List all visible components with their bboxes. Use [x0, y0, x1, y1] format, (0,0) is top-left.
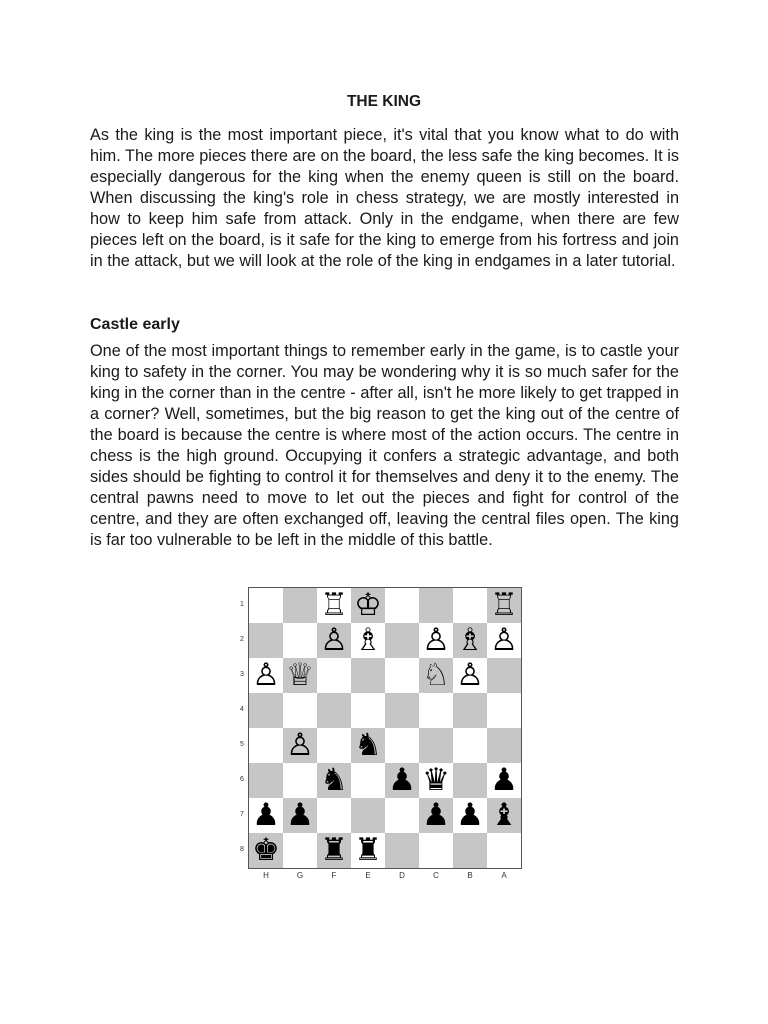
board-square — [351, 658, 385, 693]
board-square — [419, 833, 453, 868]
chess-piece-icon: ♘ — [422, 657, 450, 693]
board-square — [283, 588, 317, 623]
board-square — [249, 728, 283, 763]
board-square — [317, 833, 351, 868]
board-square — [487, 798, 521, 833]
board-square — [249, 833, 283, 868]
board-square — [487, 693, 521, 728]
chess-piece-icon: ♗ — [354, 622, 382, 658]
document-title: THE KING — [346, 93, 422, 110]
chess-board — [248, 587, 522, 869]
board-square — [419, 693, 453, 728]
chess-piece-icon: ♞ — [320, 762, 348, 798]
board-square — [317, 728, 351, 763]
board-square — [283, 623, 317, 658]
board-square — [419, 763, 453, 798]
board-square — [487, 763, 521, 798]
rank-label: 2 — [240, 636, 244, 643]
board-square — [283, 763, 317, 798]
board-square — [453, 728, 487, 763]
board-square — [249, 588, 283, 623]
board-square — [283, 693, 317, 728]
chess-piece-icon: ♙ — [422, 622, 450, 658]
chess-piece-icon: ♙ — [252, 657, 280, 693]
board-square — [283, 728, 317, 763]
chess-piece-icon: ♕ — [286, 657, 314, 693]
board-square — [385, 693, 419, 728]
board-square — [351, 588, 385, 623]
board-square — [419, 623, 453, 658]
board-square — [317, 693, 351, 728]
rank-label: 3 — [240, 671, 244, 678]
board-square — [283, 658, 317, 693]
board-square — [351, 833, 385, 868]
chess-piece-icon: ♙ — [320, 622, 348, 658]
board-square — [249, 623, 283, 658]
board-square — [453, 833, 487, 868]
board-square — [419, 658, 453, 693]
board-square — [453, 693, 487, 728]
board-square — [385, 763, 419, 798]
board-square — [351, 798, 385, 833]
board-square — [453, 623, 487, 658]
chess-piece-icon: ♞ — [354, 727, 382, 763]
chess-piece-icon: ♗ — [456, 622, 484, 658]
board-square — [487, 728, 521, 763]
chess-piece-icon: ♟ — [490, 762, 518, 798]
rank-label: 8 — [240, 846, 244, 853]
chess-piece-icon: ♙ — [286, 727, 314, 763]
board-square — [283, 833, 317, 868]
chess-piece-icon: ♟ — [388, 762, 416, 798]
rank-label: 5 — [240, 741, 244, 748]
chess-piece-icon: ♙ — [456, 657, 484, 693]
chess-piece-icon: ♜ — [320, 832, 348, 868]
chess-piece-icon: ♟ — [456, 797, 484, 833]
board-square — [419, 798, 453, 833]
chess-piece-icon: ♜ — [354, 832, 382, 868]
board-square — [317, 658, 351, 693]
chess-piece-icon: ♟ — [286, 797, 314, 833]
chess-piece-icon: ♖ — [320, 587, 348, 623]
board-square — [453, 588, 487, 623]
chess-piece-icon: ♖ — [490, 587, 518, 623]
board-square — [453, 658, 487, 693]
file-label: F — [331, 871, 337, 880]
board-square — [385, 588, 419, 623]
chess-piece-icon: ♟ — [252, 797, 280, 833]
board-square — [385, 658, 419, 693]
board-square — [487, 833, 521, 868]
rank-label: 4 — [240, 706, 244, 713]
board-square — [385, 623, 419, 658]
chess-piece-icon: ♝ — [490, 797, 518, 833]
chess-piece-icon: ♚ — [252, 832, 280, 868]
chess-piece-icon: ♛ — [422, 762, 450, 798]
file-label: C — [433, 871, 439, 880]
rank-label: 1 — [240, 601, 244, 608]
board-square — [385, 833, 419, 868]
board-square — [351, 623, 385, 658]
board-square — [249, 658, 283, 693]
section-paragraph: One of the most important things to remember early in the game, is to castle your king to safety in the corner. You may be wondering why it is so much safer for the king in the corner than in the centre - after all, isn't he more likely to get trapped in a corner? Well, sometimes, but the big reason to get the king out of the centre of the board is because the centre is where most of the action occurs. The centre in chess is the high ground. Occupying it confers a strategic advantage, and both sides should be fighting to control it for themselves and deny it to the enemy. The central pawns need to move to let out the pieces and fight for control of the centre, and they are often exchanged off, leaving the central files open. The king is far too vulnerable to be left in the middle of this battle. — [90, 342, 679, 549]
board-square — [317, 623, 351, 658]
file-label: H — [263, 871, 269, 880]
board-square — [453, 798, 487, 833]
section-heading: Castle early — [90, 316, 180, 333]
rank-label: 7 — [240, 811, 244, 818]
board-square — [487, 658, 521, 693]
board-square — [419, 588, 453, 623]
rank-label: 6 — [240, 776, 244, 783]
board-square — [351, 763, 385, 798]
board-square — [249, 763, 283, 798]
board-square — [317, 763, 351, 798]
board-square — [385, 798, 419, 833]
file-label: G — [296, 871, 304, 880]
file-label: D — [399, 871, 405, 880]
board-square — [351, 693, 385, 728]
board-square — [351, 728, 385, 763]
chess-piece-icon: ♟ — [422, 797, 450, 833]
intro-paragraph: As the king is the most important piece, it's vital that you know what to do with him. The more pieces there are on the board, the less safe the king becomes. It is especially dangerous for the king when the enemy queen is still on the board. When discussing the king's role in chess strategy, we are mostly interested in how to keep him safe from attack. Only in the endgame, when there are few pieces left on the board, is it safe for the king to emerge from his fortress and join in the attack, but we will look at the role of the king in endgames in a later tutorial. — [90, 126, 679, 270]
file-label: B — [467, 871, 473, 880]
board-square — [487, 588, 521, 623]
board-square — [317, 588, 351, 623]
board-square — [487, 623, 521, 658]
file-label: A — [501, 871, 507, 880]
board-square — [453, 763, 487, 798]
chess-piece-icon: ♔ — [354, 587, 382, 623]
board-square — [249, 798, 283, 833]
board-square — [419, 728, 453, 763]
board-square — [385, 728, 419, 763]
chess-piece-icon: ♙ — [490, 622, 518, 658]
board-square — [317, 798, 351, 833]
file-label: E — [365, 871, 371, 880]
board-square — [249, 693, 283, 728]
board-square — [283, 798, 317, 833]
